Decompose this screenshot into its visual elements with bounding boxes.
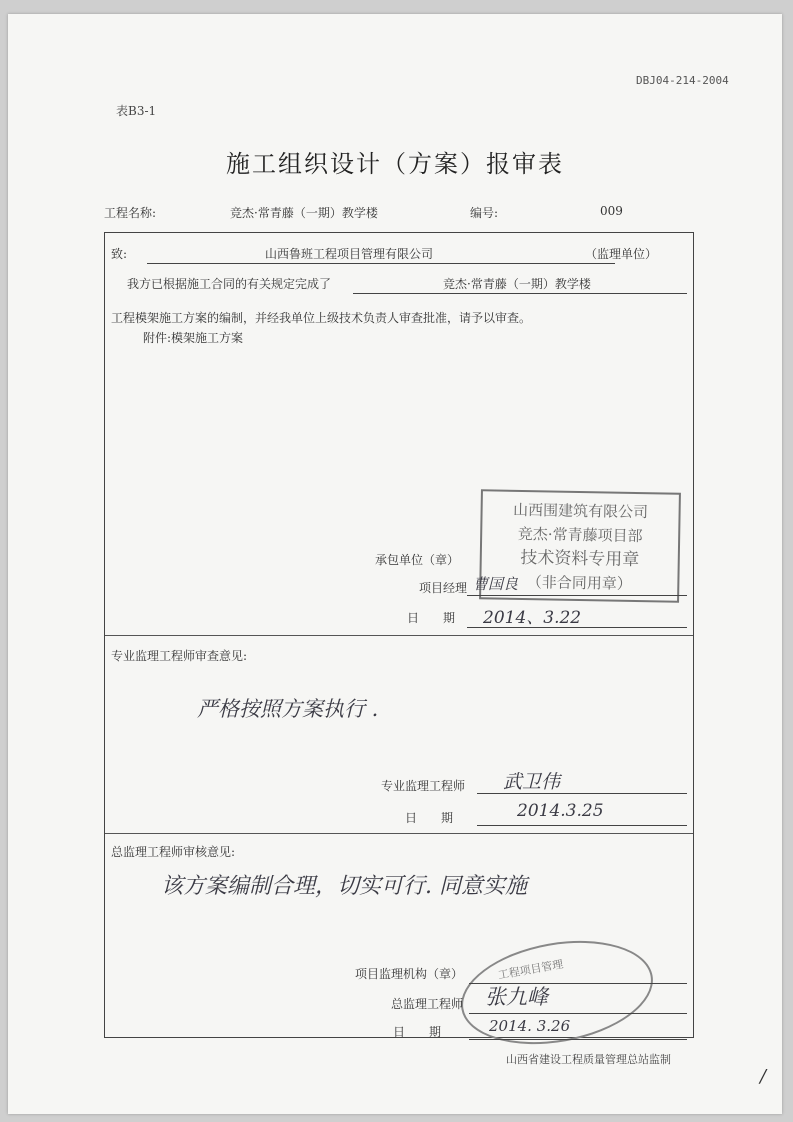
document-page	[8, 14, 782, 1114]
chief-label: 总监理工程师	[391, 997, 464, 1011]
divider-2	[105, 833, 693, 834]
date-label-2: 日 期	[405, 811, 454, 825]
engineer-underline	[477, 793, 687, 794]
margin-mark: /	[760, 1066, 767, 1087]
date-label-1: 日 期	[407, 611, 456, 625]
supervisor-unit-suffix: （监理单位）	[585, 247, 658, 261]
standard-number: DBJ04-214-2004	[636, 74, 729, 87]
engineer-signature: 武卫伟	[503, 771, 561, 793]
page-title: 施工组织设计（方案）报审表	[226, 150, 564, 178]
date-underline-1	[467, 627, 687, 628]
chief-signature: 张九峰	[485, 985, 548, 1009]
stamp-line: 技术资料专用章	[520, 547, 640, 571]
to-underline	[147, 263, 615, 264]
divider-1	[105, 635, 693, 636]
project-underline	[353, 293, 687, 294]
date-underline-2	[477, 825, 687, 826]
completed-project: 竞杰·常青藤（一期）教学楼	[443, 277, 591, 291]
form-table	[104, 232, 694, 1038]
date-value-3: 2014. 3.26	[489, 1017, 571, 1035]
chief-underline	[469, 1013, 687, 1014]
engineer-opinion: 严格按照方案执行 .	[197, 697, 379, 721]
completion-statement: 我方已根据施工合同的有关规定完成了	[127, 277, 332, 291]
date-label-3: 日 期	[393, 1025, 442, 1039]
issuer-note: 山西省建设工程质量管理总站监制	[506, 1053, 671, 1066]
date-value-1: 2014、3.22	[483, 608, 582, 628]
project-name-label: 工程名称:	[104, 206, 157, 220]
date-underline-3	[469, 1039, 687, 1040]
stamp-line: 山西围建筑有限公司	[512, 500, 649, 522]
attachment-note: 附件:模架施工方案	[143, 331, 244, 345]
number-value: 009	[600, 204, 623, 218]
project-name-value: 竞杰·常青藤（一期）教学楼	[230, 206, 378, 220]
stamp-text: 工程项目管理	[497, 957, 565, 982]
stamp-line: 竞杰·常青藤项目部	[517, 524, 643, 546]
stamp-line: （非合同用章）	[526, 573, 633, 593]
form-number: 表B3-1	[116, 104, 157, 118]
org-label: 项目监理机构（章）	[355, 967, 464, 981]
to-label: 致:	[111, 247, 128, 261]
manager-label: 项目经理	[419, 581, 468, 595]
supervisor-unit: 山西鲁班工程项目管理有限公司	[265, 247, 434, 261]
contractor-label: 承包单位（章）	[375, 553, 460, 567]
engineer-opinion-heading: 专业监理工程师审查意见:	[111, 649, 248, 663]
manager-underline	[467, 595, 687, 596]
manager-signature: 曹国良	[473, 575, 519, 593]
number-label: 编号:	[470, 206, 499, 220]
date-value-2: 2014.3.25	[517, 801, 604, 821]
engineer-label: 专业监理工程师	[381, 779, 466, 793]
chief-opinion: 该方案编制合理，切实可行. 同意实施	[161, 874, 527, 899]
submission-statement: 工程模架施工方案的编制，并经我单位上级技术负责人审查批准，请予以审查。	[111, 311, 532, 325]
chief-opinion-heading: 总监理工程师审核意见:	[111, 845, 236, 859]
